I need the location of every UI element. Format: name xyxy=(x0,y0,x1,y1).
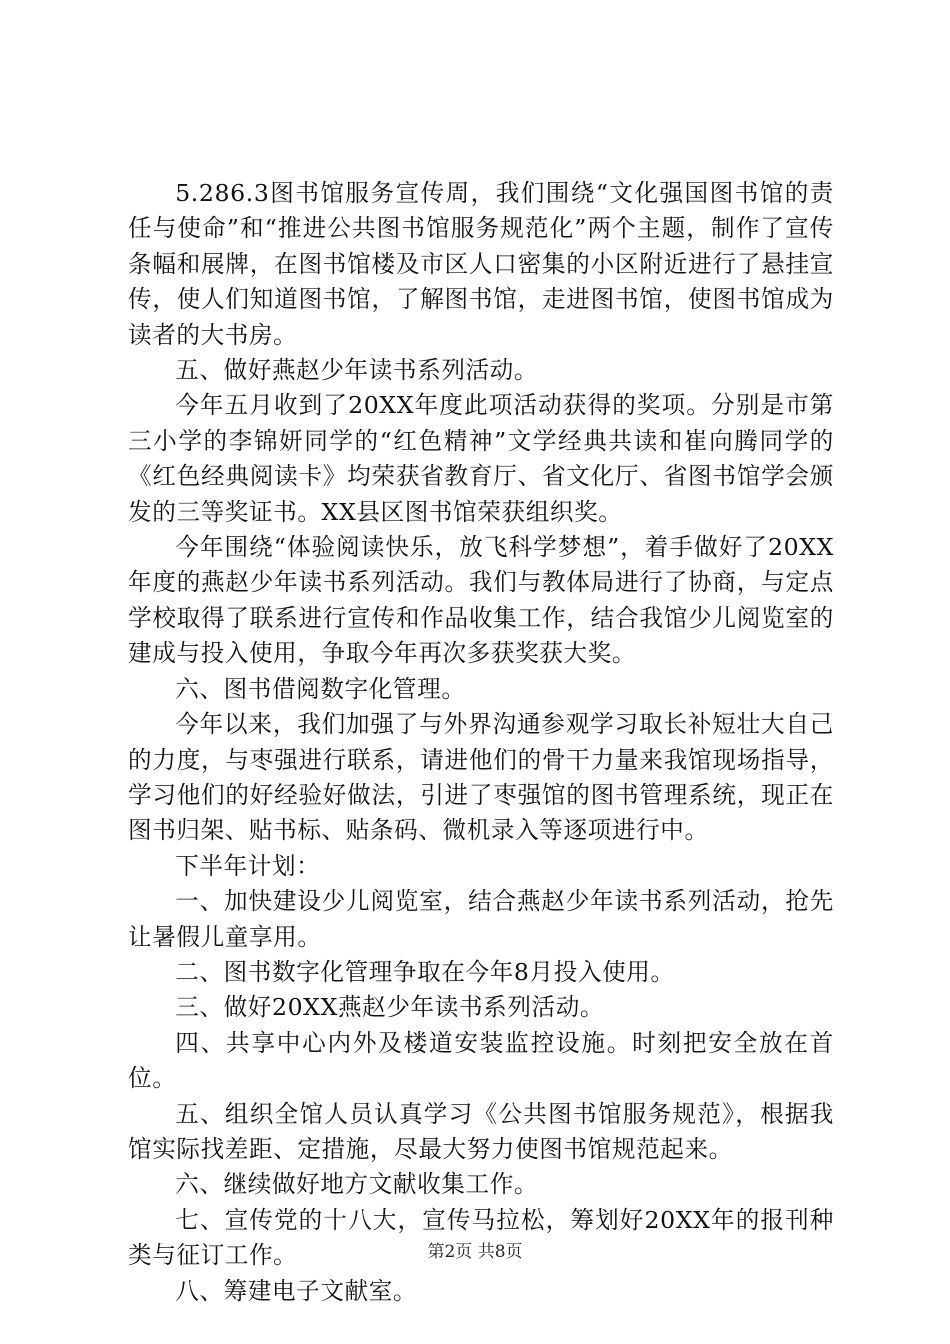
paragraph-13: 六、继续做好地方文献收集工作。 xyxy=(175,1170,539,1199)
page-number-label: 第2页 共8页 xyxy=(427,1242,523,1262)
paragraph-1: 5.286.3图书馆服务宣传周，我们围绕“文化强国图书馆的责任与使命”和“推进公共图书馆服务规范化”两个主题，制作了宣传条幅和展牌，在图书馆楼及市区人口密集的小区附近进行了悬挂宣传，使人们知道图书馆，了解图书馆，走进图书馆，使图书馆成为读者的大书房。 xyxy=(128,179,834,349)
paragraph-5: 六、图书借阅数字化管理。 xyxy=(175,674,466,703)
paragraph-10: 三、做好20XX燕赵少年读书系列活动。 xyxy=(175,993,605,1022)
paragraph-12: 五、组织全馆人员认真学习《公共图书馆服务规范》，根据我馆实际找差距、定措施，尽最大努力使图书馆规范起来。 xyxy=(128,1099,834,1163)
paragraph-6: 今年以来，我们加强了与外界沟通参观学习取长补短壮大自己的力度，与枣强进行联系，请进他们的骨干力量来我馆现场指导，学习他们的好经验好做法，引进了枣强馆的图书管理系统，现正在图书归架、贴书标、贴条码、微机录入等逐项进行中。 xyxy=(128,710,834,845)
document-body xyxy=(128,176,834,1309)
paragraph-15: 八、筹建电子文献室。 xyxy=(175,1276,418,1305)
paragraph-7: 下半年计划： xyxy=(175,851,321,880)
paragraph-2: 五、做好燕赵少年读书系列活动。 xyxy=(175,356,539,385)
paragraph-8: 一、加快建设少儿阅览室，结合燕赵少年读书系列活动，抢先让暑假儿童享用。 xyxy=(128,887,834,951)
paragraph-9: 二、图书数字化管理争取在今年8月投入使用。 xyxy=(175,957,675,986)
paragraph-3: 今年五月收到了20XX年度此项活动获得的奖项。分别是市第三小学的李锦妍同学的“红色精神”文学经典共读和崔向腾同学的《红色经典阅读卡》均荣获省教育厅、省文化厅、省图书馆学会颁发的三等奖证书。XX县区图书馆荣获组织奖。 xyxy=(128,391,834,526)
paragraph-4: 今年围绕“体验阅读快乐，放飞科学梦想”，着手做好了20XX年度的燕赵少年读书系列活动。我们与教体局进行了协商，与定点学校取得了联系进行宣传和作品收集工作，结合我馆少儿阅览室的建成与投入使用，争取今年再次多获奖获大奖。 xyxy=(128,533,834,668)
paragraph-11: 四、共享中心内外及楼道安装监控设施。时刻把安全放在首位。 xyxy=(128,1028,834,1093)
paragraph-14: 七、宣传党的十八大，宣传马拉松，筹划好20XX年的报刊种类与征订工作。 xyxy=(128,1205,834,1270)
page-footer xyxy=(0,1240,950,1264)
